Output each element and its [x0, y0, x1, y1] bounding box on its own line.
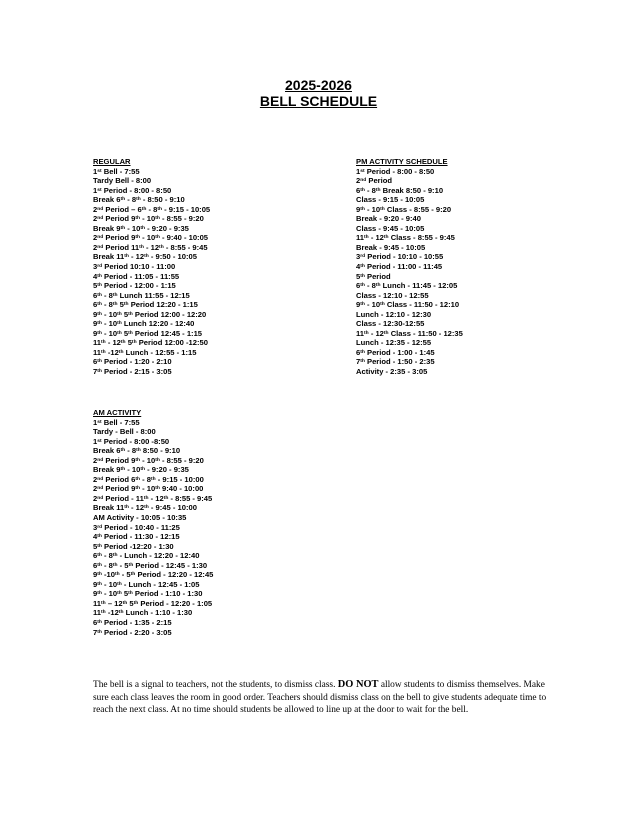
schedule-row: 2nd Period 9th - 10th - 9:40 - 10:05	[93, 233, 209, 243]
schedule-row: 9th -10th - 5th Period - 12:20 - 12:45	[93, 570, 214, 580]
schedule-row: 6th - 8th 5th Period 12:20 - 1:15	[93, 300, 198, 310]
am-activity-schedule-section	[93, 408, 213, 637]
schedule-row: 6th - 8th - 5th Period - 12:45 - 1:30	[93, 560, 208, 570]
schedule-row: 1st Period - 8:00 -8:50	[93, 436, 170, 446]
dismissal-note-text-start: The bell is a signal to teachers, not the students, to dismiss class.	[93, 680, 338, 690]
schedule-row: 2nd Period 6th - 8th - 9:15 - 10:00	[93, 474, 204, 484]
schedule-row: 5th Period	[356, 271, 391, 281]
regular-schedule-section	[93, 157, 210, 377]
schedule-row: 1st Bell - 7:55	[93, 417, 140, 427]
schedule-row: 7th Period - 2:15 - 3:05	[93, 367, 172, 377]
schedule-row: 9th - 10th 5th Period - 1:10 - 1:30	[93, 589, 203, 599]
schedule-row: 11th - 12th Class - 8:55 - 9:45	[356, 233, 455, 243]
am-activity-schedule-heading: AM ACTIVITY	[93, 408, 142, 417]
schedule-row: 11th -12th Lunch - 1:10 - 1:30	[93, 608, 193, 618]
schedule-row: Break 6th - 8th 8:50 - 9:10	[93, 446, 181, 456]
schedule-row: 6th - 8th Lunch 11:55 - 12:15	[93, 290, 190, 300]
schedule-row: 6th - 8th - Lunch - 12:20 - 12:40	[93, 551, 200, 561]
schedule-row: 9th - 10th - Lunch - 12:45 - 1:05	[93, 579, 200, 589]
schedule-row: Break 9th - 10th - 9:20 - 9:35	[93, 465, 189, 475]
pm-activity-schedule-heading: PM ACTIVITY SCHEDULE	[356, 157, 448, 166]
schedule-row: 6th - 8th Lunch - 11:45 - 12:05	[356, 281, 458, 291]
schedule-row: 2nd Period 9th - 10th - 8:55 - 9:20	[93, 214, 204, 224]
schedule-row: Break - 9:45 - 10:05	[356, 242, 426, 252]
schedule-row: 3rd Period - 10:10 - 10:55	[356, 252, 444, 262]
schedule-row: 2nd Period 9th - 10th 9:40 - 10:00	[93, 484, 204, 494]
schedule-row: 11th - 12th Class - 11:50 - 12:35	[356, 328, 463, 338]
schedule-row: 5th Period -12:20 - 1:30	[93, 541, 174, 551]
schedule-row: 9th - 10th Class - 11:50 - 12:10	[356, 300, 460, 310]
schedule-row: Class - 12:30-12:55	[356, 319, 425, 329]
schedule-row: 11th - 12th 5th Period 12:00 -12:50	[93, 338, 208, 348]
schedule-row: 6th - 8th Break 8:50 - 9:10	[356, 185, 444, 195]
schedule-row: 2nd Period 11th - 12th - 8:55 - 9:45	[93, 242, 208, 252]
schedule-row: 9th - 10th Class - 8:55 - 9:20	[356, 204, 452, 214]
pm-activity-schedule-section	[356, 157, 463, 377]
schedule-row: 11th -12th Lunch - 12:55 - 1:15	[93, 347, 197, 357]
schedule-row: Lunch - 12:35 - 12:55	[356, 338, 432, 348]
schedule-row: 2nd Period - 11th - 12th - 8:55 - 9:45	[93, 493, 213, 503]
schedule-row: 3rd Period - 10:40 - 11:25	[93, 522, 180, 532]
schedule-row: Break 9th - 10th - 9:20 - 9:35	[93, 223, 189, 233]
schedule-row: 11th – 12th 5th Period - 12:20 - 1:05	[93, 598, 213, 608]
schedule-row: 4th Period - 11:30 - 12:15	[93, 532, 180, 542]
schedule-row: Class - 12:10 - 12:55	[356, 290, 429, 300]
schedule-row: Lunch - 12:10 - 12:30	[356, 309, 432, 319]
dismissal-note-emphasis: DO NOT	[337, 679, 379, 690]
dismissal-note-text-end: allow students to dismiss themselves. Make sure each class leaves the room in good order. Teachers should dismiss class on the bell to give students adequate time to reach the next class. At no time should students be allowed to line up at the door to wait for the bell.	[93, 680, 547, 716]
schedule-row: 9th - 10th 5th Period 12:45 - 1:15	[93, 328, 203, 338]
schedule-row: Break 11th - 12th - 9:50 - 10:05	[93, 252, 197, 262]
schedule-row: 1st Period - 8:00 - 8:50	[356, 166, 435, 176]
schedule-row: Tardy Bell - 8:00	[93, 176, 152, 186]
schedule-row: 2nd Period 9th - 10th - 8:55 - 9:20	[93, 455, 204, 465]
schedule-row: 6th Period - 1:35 - 2:15	[93, 618, 172, 628]
schedule-row: Class - 9:45 - 10:05	[356, 223, 425, 233]
regular-schedule-heading: REGULAR	[93, 157, 131, 166]
schedule-year: 2025-2026	[285, 77, 352, 93]
schedule-row: 1st Period - 8:00 - 8:50	[93, 185, 172, 195]
schedule-row: 1st Bell - 7:55	[93, 166, 140, 176]
schedule-row: 9th - 10th 5th Period 12:00 - 12:20	[93, 309, 207, 319]
schedule-row: Break 11th - 12th - 9:45 - 10:00	[93, 503, 197, 513]
schedule-row: Activity - 2:35 - 3:05	[356, 367, 428, 377]
schedule-row: 6th Period - 1:00 - 1:45	[356, 347, 435, 357]
schedule-row: 7th Period - 2:20 - 3:05	[93, 627, 172, 637]
schedule-row: 7th Period - 1:50 - 2:35	[356, 357, 435, 367]
schedule-row: 5th Period - 12:00 - 1:15	[93, 281, 176, 291]
schedule-row: Break 6th - 8th - 8:50 - 9:10	[93, 195, 185, 205]
schedule-row: Break - 9:20 - 9:40	[356, 214, 422, 224]
schedule-row: 6th Period - 1:20 - 2:10	[93, 357, 172, 367]
schedule-row: Tardy - Bell - 8:00	[93, 427, 156, 437]
schedule-row: AM Activity - 10:05 - 10:35	[93, 513, 187, 523]
schedule-row: Class - 9:15 - 10:05	[356, 195, 425, 205]
schedule-row: 3rd Period 10:10 - 11:00	[93, 262, 176, 272]
schedule-row: 2nd Period	[356, 176, 393, 186]
schedule-row: 9th - 10th Lunch 12:20 - 12:40	[93, 319, 195, 329]
schedule-row: 2nd Period – 6th - 8th - 9:15 - 10:05	[93, 204, 211, 214]
dismissal-policy-note	[93, 679, 548, 717]
schedule-row: 4th Period - 11:05 - 11:55	[93, 271, 180, 281]
page-title: BELL SCHEDULE	[259, 93, 378, 109]
schedule-row: 4th Period - 11:00 - 11:45	[356, 262, 443, 272]
